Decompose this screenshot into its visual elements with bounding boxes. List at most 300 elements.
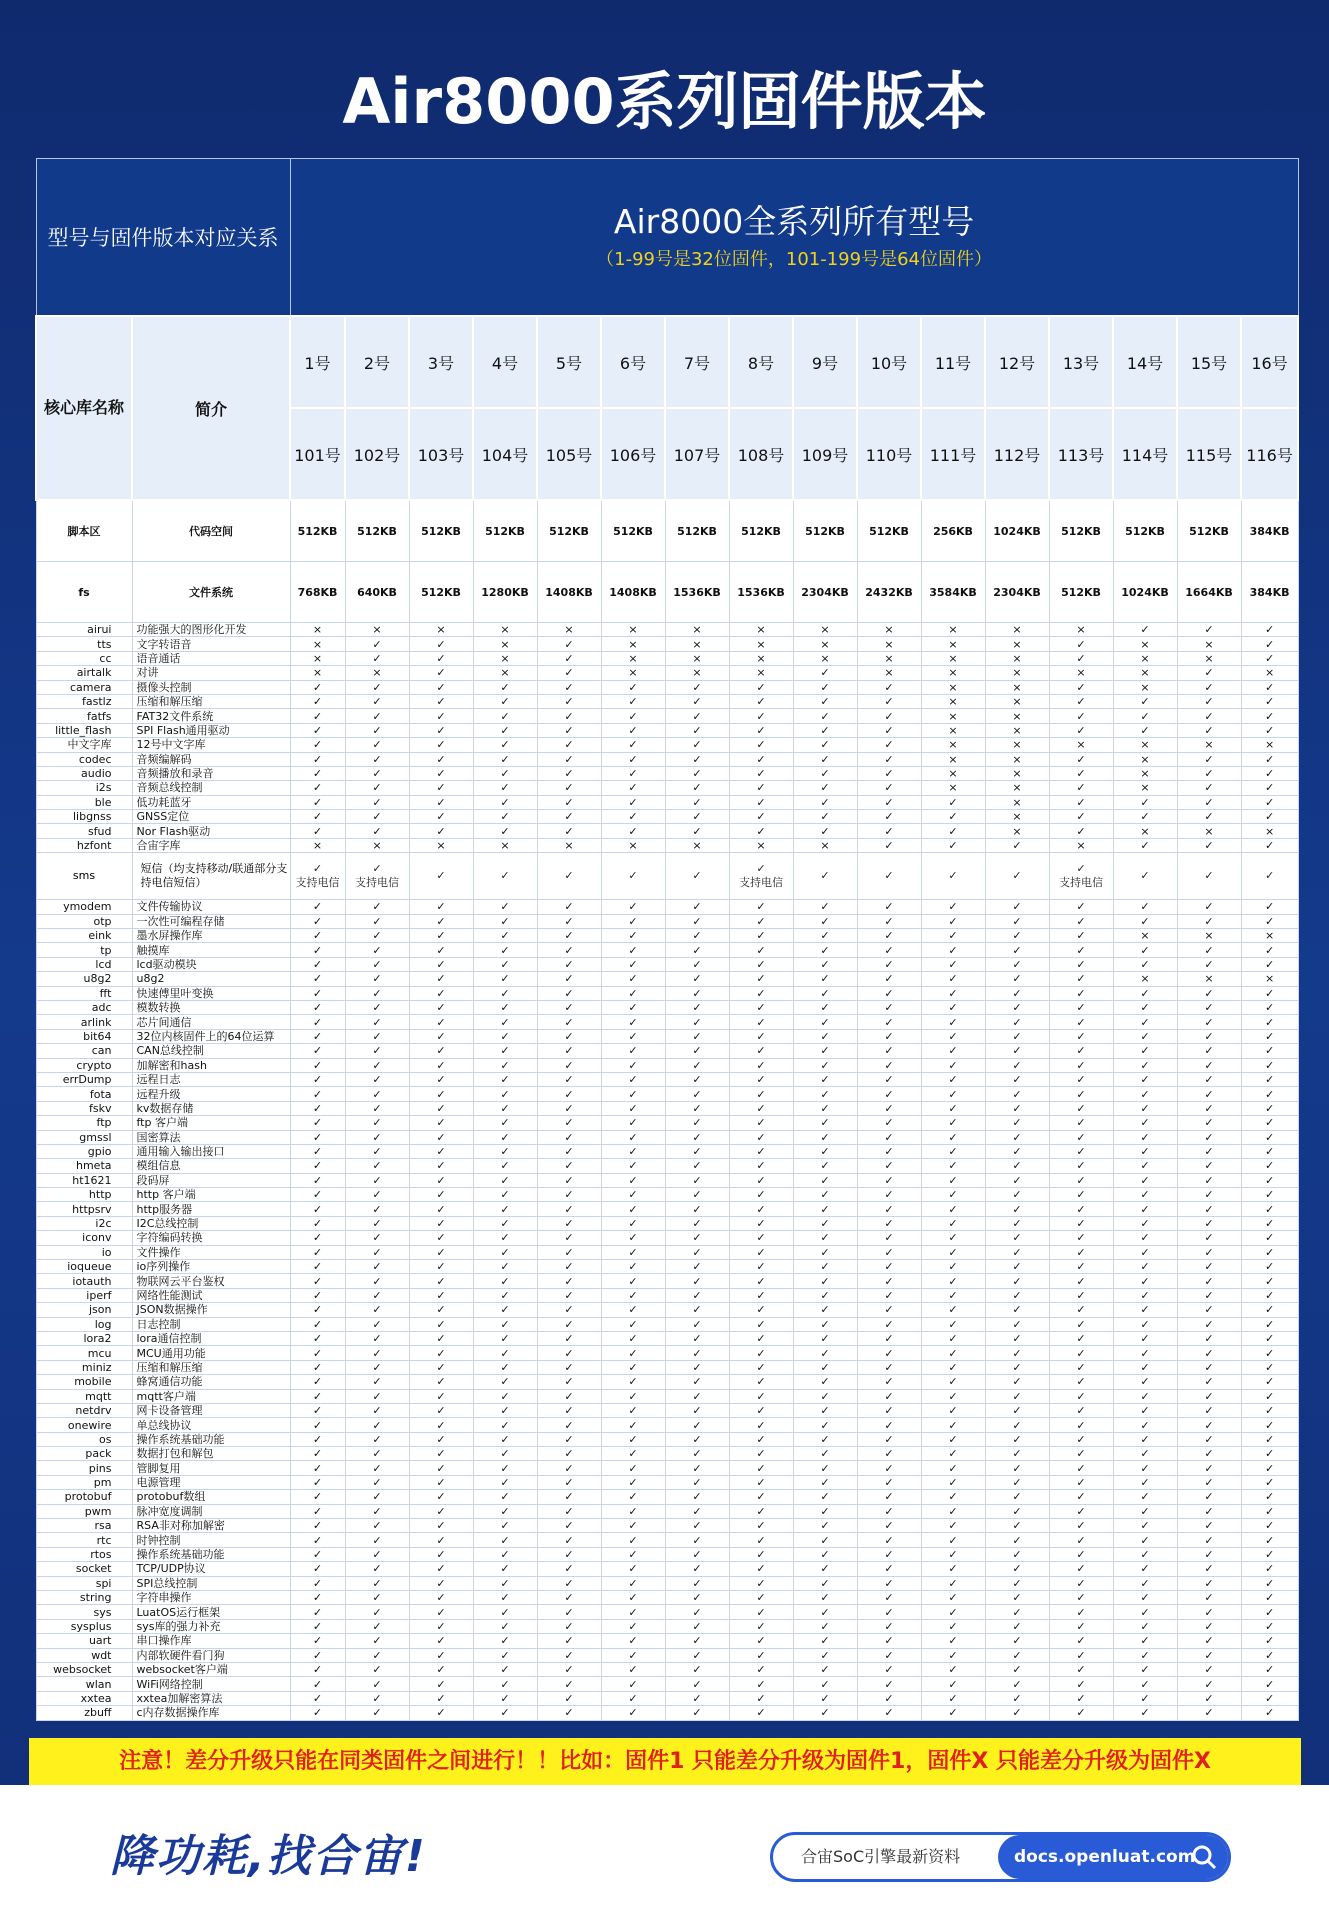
check-mark: ✓ [729,766,793,780]
size-cell: 256KB [921,500,985,562]
check-mark: ✓ [1049,1044,1113,1058]
check-mark: ✓ [1113,1677,1177,1691]
check-mark: ✓ [473,1245,537,1259]
check-mark: ✓ [537,1303,601,1317]
check-mark: ✓ [1177,1562,1241,1576]
cross-mark: × [793,651,857,665]
check-mark: ✓ [1241,1691,1298,1705]
check-mark: ✓ [665,1403,729,1417]
check-mark: ✓ [1241,1677,1298,1691]
check-mark: ✓ [1049,1087,1113,1101]
check-mark: ✓ [1177,914,1241,928]
check-mark: ✓ [921,1562,985,1576]
check-mark: ✓ [601,1015,665,1029]
check-mark: ✓ [921,1000,985,1014]
check-mark: ✓ [537,1087,601,1101]
table-corner-label: 型号与固件版本对应关系 [36,159,290,317]
table-row [36,1245,1298,1259]
check-mark: ✓ [537,1490,601,1504]
check-mark: ✓ [409,957,473,971]
check-mark: ✓ [1177,723,1241,737]
cross-mark: × [729,838,793,852]
check-mark: ✓ [1113,1144,1177,1158]
docs-link[interactable]: docs.openluat.com [998,1835,1228,1879]
check-mark: ✓ [537,900,601,914]
check-mark: ✓ [793,1591,857,1605]
lib-name: string [36,1591,132,1605]
check-mark: ✓ [601,1159,665,1173]
check-mark: ✓ [409,1202,473,1216]
check-mark: ✓ [793,900,857,914]
check-mark: ✓ [665,1044,729,1058]
check-mark: ✓ [345,1605,409,1619]
check-mark: ✓ [1241,1706,1298,1720]
check-mark: ✓ [1241,1418,1298,1432]
check-mark: ✓ [665,900,729,914]
check-mark: ✓ [601,1274,665,1288]
check-mark: ✓ [601,1101,665,1115]
check-mark: ✓ [601,1547,665,1561]
check-mark: ✓ [985,1562,1049,1576]
check-mark: ✓ [409,824,473,838]
lib-name: gpio [36,1144,132,1158]
lib-name: rtc [36,1533,132,1547]
check-mark: ✓ [1049,781,1113,795]
check-mark: ✓ [857,723,921,737]
check-mark: ✓ [345,1706,409,1720]
check-mark: ✓ [601,1662,665,1676]
table-row [36,1346,1298,1360]
lib-desc: 网卡设备管理 [132,1403,290,1417]
check-mark: ✓ [473,1375,537,1389]
check-mark: ✓ [1241,914,1298,928]
check-mark: ✓ [665,1130,729,1144]
check-mark: ✓ [921,1173,985,1187]
table-row [36,1130,1298,1144]
check-mark: ✓ [793,1116,857,1130]
check-mark: ✓ [1241,1044,1298,1058]
check-mark: ✓ [921,1591,985,1605]
check-mark: ✓ [1241,1461,1298,1475]
cross-mark: × [857,637,921,651]
check-mark: ✓ [537,1346,601,1360]
check-mark: ✓ [537,943,601,957]
check-mark: ✓ [473,1691,537,1705]
check-mark: ✓ [921,1303,985,1317]
cross-mark: × [345,838,409,852]
check-mark: ✓ [345,1619,409,1633]
lib-name: io [36,1245,132,1259]
check-mark: ✓ [1177,1375,1241,1389]
check-mark: ✓ [601,1303,665,1317]
check-mark: ✓ [1113,1562,1177,1576]
check-mark: ✓ [409,1461,473,1475]
check-mark: ✓ [1113,1116,1177,1130]
size-cell: 384KB [1241,562,1298,623]
check-mark: ✓ [1177,1648,1241,1662]
lib-name: httpsrv [36,1202,132,1216]
check-mark: ✓ [665,1519,729,1533]
lib-desc: JSON数据操作 [132,1303,290,1317]
cross-mark: × [1113,666,1177,680]
check-mark: ✓ [1049,766,1113,780]
fw32-header: 9号 [793,316,857,408]
check-mark: ✓ [692,869,702,883]
check-mark: ✓ [921,1375,985,1389]
check-mark: ✓ [473,1562,537,1576]
check-mark: ✓ [857,1591,921,1605]
check-mark: ✓ [985,1360,1049,1374]
check-mark: ✓ [409,1634,473,1648]
fw64-header: 107号 [665,408,729,500]
sms-cell [1113,853,1177,900]
cross-mark: × [985,723,1049,737]
check-mark: ✓ [665,1418,729,1432]
check-mark: ✓ [409,810,473,824]
check-mark: ✓ [857,1360,921,1374]
check-mark: ✓ [345,680,409,694]
check-mark: ✓ [729,795,793,809]
check-mark: ✓ [729,1231,793,1245]
check-mark: ✓ [1241,943,1298,957]
check-mark: ✓ [537,1691,601,1705]
check-mark: ✓ [537,1116,601,1130]
cross-mark: × [601,666,665,680]
check-mark: ✓ [290,929,345,943]
check-mark: ✓ [665,1274,729,1288]
check-mark: ✓ [1241,1533,1298,1547]
check-mark: ✓ [665,1245,729,1259]
check-mark: ✓ [1177,900,1241,914]
check-mark: ✓ [537,929,601,943]
check-mark: ✓ [409,1116,473,1130]
cross-mark: × [473,838,537,852]
check-mark: ✓ [921,1072,985,1086]
check-mark: ✓ [793,1706,857,1720]
check-mark: ✓ [290,1116,345,1130]
check-mark: ✓ [537,1576,601,1590]
check-mark: ✓ [1241,1576,1298,1590]
check-mark: ✓ [601,1576,665,1590]
check-mark: ✓ [1049,900,1113,914]
check-mark: ✓ [1049,1116,1113,1130]
table-row [36,1288,1298,1302]
check-mark: ✓ [290,1303,345,1317]
table-row [36,1000,1298,1014]
check-mark: ✓ [921,1461,985,1475]
check-mark: ✓ [1113,900,1177,914]
table-row [36,1231,1298,1245]
check-mark: ✓ [729,1662,793,1676]
check-mark: ✓ [564,869,574,883]
check-mark: ✓ [729,957,793,971]
size-cell: 1408KB [601,562,665,623]
check-mark: ✓ [537,1533,601,1547]
check-mark: ✓ [290,1691,345,1705]
table-row [36,1605,1298,1619]
check-mark: ✓ [1049,1447,1113,1461]
check-mark: ✓ [793,766,857,780]
check-mark: ✓ [473,1519,537,1533]
table-row [36,1058,1298,1072]
check-mark: ✓ [793,1447,857,1461]
check-mark: ✓ [345,1317,409,1331]
check-mark: ✓ [601,1317,665,1331]
check-mark: ✓ [537,1260,601,1274]
check-mark: ✓ [1113,986,1177,1000]
check-mark: ✓ [601,709,665,723]
check-mark: ✓ [793,1504,857,1518]
check-mark: ✓ [290,900,345,914]
check-mark: ✓ [793,1303,857,1317]
check-mark: ✓ [1241,1087,1298,1101]
lib-name: 脚本区 [36,500,132,562]
lib-desc: 12号中文字库 [132,738,290,752]
check-mark: ✓ [290,1403,345,1417]
size-cell: 512KB [1049,562,1113,623]
size-cell: 512KB [1113,500,1177,562]
check-mark: ✓ [537,1044,601,1058]
check-mark: ✓ [985,1116,1049,1130]
check-mark: ✓ [1113,709,1177,723]
lib-desc: sys库的强力补充 [132,1619,290,1633]
check-mark: ✓ [409,694,473,708]
sms-cell [729,853,793,900]
sms-cell [921,853,985,900]
check-mark: ✓ [473,1015,537,1029]
check-mark: ✓ [793,1403,857,1417]
search-icon[interactable] [1190,1843,1218,1875]
sms-cell [985,853,1049,900]
cross-mark: × [473,623,537,637]
lib-desc: 操作系统基础功能 [132,1432,290,1446]
check-mark: ✓ [921,972,985,986]
check-mark: ✓ [1177,1072,1241,1086]
check-mark: ✓ [537,986,601,1000]
lib-desc: RSA非对称加解密 [132,1519,290,1533]
check-mark: ✓ [1049,1288,1113,1302]
lib-name: wlan [36,1677,132,1691]
check-mark: ✓ [793,1619,857,1633]
cross-mark: × [665,838,729,852]
check-mark: ✓ [409,1648,473,1662]
check-mark: ✓ [473,1533,537,1547]
check-mark: ✓ [665,1058,729,1072]
cross-mark: × [921,738,985,752]
table-row [36,1447,1298,1461]
lib-name: hzfont [36,838,132,852]
lib-name: fota [36,1087,132,1101]
check-mark: ✓ [1177,1346,1241,1360]
check-mark: ✓ [921,1677,985,1691]
check-mark: ✓ [921,1260,985,1274]
check-mark: ✓ [793,1475,857,1489]
check-mark: ✓ [857,1418,921,1432]
check-mark: ✓ [290,914,345,928]
check-mark: ✓ [857,1130,921,1144]
check-mark: ✓ [1049,1231,1113,1245]
check-mark: ✓ [473,1231,537,1245]
check-mark: ✓ [601,766,665,780]
check-mark: ✓ [1177,1533,1241,1547]
cross-mark: × [985,637,1049,651]
check-mark: ✓ [793,1015,857,1029]
lib-desc: 日志控制 [132,1317,290,1331]
check-mark: ✓ [921,1706,985,1720]
check-mark: ✓ [1177,1015,1241,1029]
size-cell: 2304KB [985,562,1049,623]
cross-mark: × [729,666,793,680]
check-mark: ✓ [601,1260,665,1274]
sms-cell [793,853,857,900]
check-mark: ✓ [1177,1706,1241,1720]
check-mark: ✓ [1241,680,1298,694]
size-cell: 512KB [665,500,729,562]
check-mark: ✓ [985,1403,1049,1417]
lib-desc: 快速傅里叶变换 [132,986,290,1000]
check-mark: ✓ [857,1029,921,1043]
check-mark: ✓ [290,781,345,795]
check-mark: ✓ [1241,1346,1298,1360]
size-cell: 1024KB [1113,562,1177,623]
check-mark: ✓ [1177,1058,1241,1072]
check-mark: ✓ [537,637,601,651]
check-mark: ✓ [1113,1648,1177,1662]
check-mark: ✓ [537,1231,601,1245]
table-row [36,1188,1298,1202]
check-mark: ✓ [1241,1605,1298,1619]
check-mark: ✓ [1113,1547,1177,1561]
cross-mark: × [601,637,665,651]
cross-mark: × [985,781,1049,795]
check-mark: ✓ [290,1274,345,1288]
lib-desc: 通用输入输出接口 [132,1144,290,1158]
docs-search-bar[interactable] [770,1832,1231,1882]
check-mark: ✓ [290,1216,345,1230]
check-mark: ✓ [601,795,665,809]
check-mark: ✓ [857,1648,921,1662]
lib-name: ht1621 [36,1173,132,1187]
cross-mark: × [921,637,985,651]
check-mark: ✓ [985,1087,1049,1101]
size-cell: 512KB [537,500,601,562]
check-mark: ✓ [921,1188,985,1202]
cross-mark: × [921,651,985,665]
check-mark: ✓ [921,1317,985,1331]
fw64-header: 106号 [601,408,665,500]
check-mark: ✓ [409,1360,473,1374]
check-mark: ✓ [409,709,473,723]
cross-mark: × [601,651,665,665]
firmware-table-container [35,158,1299,1721]
check-mark: ✓ [409,1403,473,1417]
check-mark: ✓ [793,1188,857,1202]
check-mark: ✓ [1177,986,1241,1000]
fw32-header: 1号 [290,316,345,408]
check-mark: ✓ [985,1130,1049,1144]
check-mark: ✓ [537,723,601,737]
check-mark: ✓ [537,680,601,694]
check-mark: ✓ [409,738,473,752]
table-row [36,1504,1298,1518]
check-mark: ✓ [1049,1605,1113,1619]
check-mark: ✓ [345,1331,409,1345]
check-mark: ✓ [729,1691,793,1705]
cross-mark: × [1113,738,1177,752]
lib-name: iotauth [36,1274,132,1288]
lib-desc: 内部软硬件看门狗 [132,1648,290,1662]
check-mark: ✓ [1241,986,1298,1000]
check-mark: ✓ [729,824,793,838]
check-mark: ✓ [537,1375,601,1389]
check-mark: ✓ [857,1461,921,1475]
check-mark: ✓ [473,1130,537,1144]
check-mark: ✓ [473,795,537,809]
check-mark: ✓ [985,1591,1049,1605]
check-mark: ✓ [921,1533,985,1547]
check-mark: ✓ [1241,1116,1298,1130]
check-mark: ✓ [1113,1504,1177,1518]
lib-name: netdrv [36,1403,132,1417]
check-mark: ✓ [857,914,921,928]
sms-note: 支持电信 [1059,876,1103,890]
sms-cell [537,853,601,900]
check-mark: ✓ [857,1691,921,1705]
check-mark: ✓ [857,957,921,971]
check-mark: ✓ [729,943,793,957]
check-mark: ✓ [1241,1101,1298,1115]
lib-desc: 模数转换 [132,1000,290,1014]
table-row [36,1706,1298,1720]
fw64-header: 102号 [345,408,409,500]
lib-name: crypto [36,1058,132,1072]
check-mark: ✓ [473,1173,537,1187]
check-mark: ✓ [601,972,665,986]
check-mark: ✓ [537,666,601,680]
firmware-table [35,158,1299,1721]
check-mark: ✓ [1113,1475,1177,1489]
check-mark: ✓ [985,1188,1049,1202]
check-mark: ✓ [345,1418,409,1432]
check-mark: ✓ [1049,1634,1113,1648]
table-row [36,709,1298,723]
check-mark: ✓ [473,1029,537,1043]
check-mark: ✓ [985,1533,1049,1547]
check-mark: ✓ [601,1447,665,1461]
check-mark: ✓ [857,1389,921,1403]
cross-mark: × [985,738,1049,752]
table-row [36,914,1298,928]
check-mark: ✓ [1241,1591,1298,1605]
check-mark: ✓ [1241,1072,1298,1086]
lib-name: socket [36,1562,132,1576]
check-mark: ✓ [985,1418,1049,1432]
cross-mark: × [473,637,537,651]
check-mark: ✓ [1177,810,1241,824]
check-mark: ✓ [793,1044,857,1058]
lib-name: mobile [36,1375,132,1389]
check-mark: ✓ [665,1547,729,1561]
check-mark: ✓ [345,1504,409,1518]
check-mark: ✓ [1241,1130,1298,1144]
table-row [36,1648,1298,1662]
check-mark: ✓ [345,1576,409,1590]
check-mark: ✓ [1241,838,1298,852]
check-mark: ✓ [537,1447,601,1461]
check-mark: ✓ [1241,1029,1298,1043]
check-mark: ✓ [921,1447,985,1461]
check-mark: ✓ [473,1331,537,1345]
